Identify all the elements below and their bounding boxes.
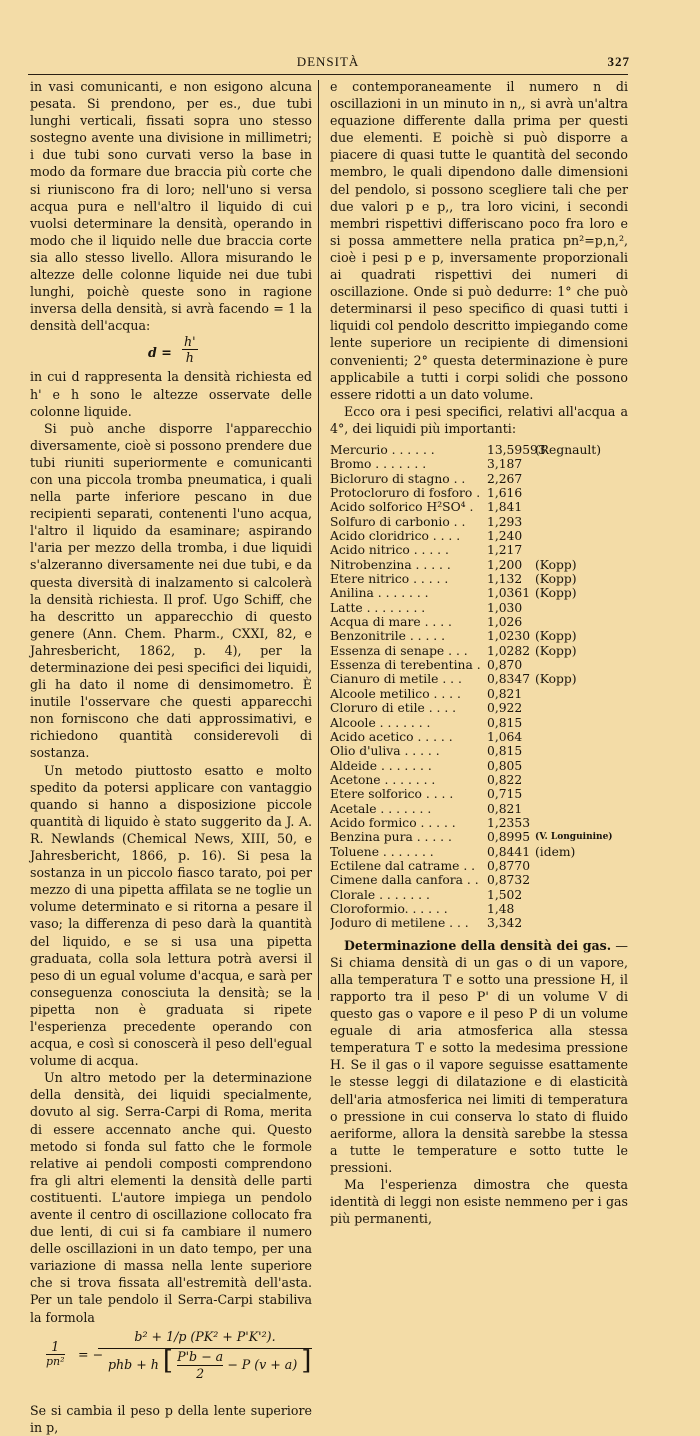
source-note xyxy=(535,472,625,486)
table-row xyxy=(330,629,626,643)
table-row xyxy=(330,845,626,859)
column-divider xyxy=(318,80,319,1000)
formula-den-part: − P (v + a) xyxy=(227,1356,298,1372)
liquid-name: Alcoole . . . . . . . xyxy=(330,715,431,730)
liquid-name: Joduro di metilene . . . xyxy=(330,916,469,931)
liquid-name: Alcoole metilico . . . . xyxy=(330,686,461,701)
source-note: (Kopp) xyxy=(535,629,577,644)
formula-den-part: phb + h xyxy=(108,1356,159,1372)
formula-denominator: h xyxy=(185,350,194,366)
liquid-name: Cloroformio. . . . . . xyxy=(330,901,448,916)
specific-gravity-value: 0,815 xyxy=(487,744,523,759)
source-note xyxy=(535,543,625,557)
table-row xyxy=(330,572,626,586)
source-note xyxy=(535,787,625,801)
source-note: (Kopp) xyxy=(535,643,577,658)
table-row xyxy=(330,701,626,715)
source-note: (Kopp) xyxy=(535,672,577,687)
specific-gravity-value: 0,805 xyxy=(487,758,523,773)
source-note xyxy=(535,859,625,873)
formula-main-fraction xyxy=(98,1326,312,1389)
table-row xyxy=(330,615,626,629)
specific-gravity-value: 1,841 xyxy=(487,500,523,515)
table-row xyxy=(330,902,626,916)
section-heading: Determinazione della densità dei gas. xyxy=(344,937,612,953)
liquid-name: Toluene . . . . . . . xyxy=(330,844,434,859)
liquid-name: Mercurio . . . . . . xyxy=(330,442,435,457)
table-row xyxy=(330,744,626,758)
formula-denominator: phb + h [ $\frac{P'b - a}{2}$ − P (v + a) ] xyxy=(108,1345,312,1381)
specific-gravity-value: 0,8441 xyxy=(487,844,531,859)
liquid-name: Acido formico . . . . . xyxy=(330,815,456,830)
source-note xyxy=(535,615,625,629)
specific-gravity-value: 0,8732 xyxy=(487,873,531,888)
liquid-name: Acido cloridrico . . . . xyxy=(330,529,461,544)
liquid-name: Etere nitrico . . . . . xyxy=(330,572,449,587)
specific-gravity-value: 0,8347 xyxy=(487,672,531,687)
specific-gravity-value: 0,870 xyxy=(487,658,523,673)
liquid-name: Cianuro di metile . . . xyxy=(330,672,462,687)
specific-gravity-value: 1,0282 xyxy=(487,643,531,658)
table-row xyxy=(330,443,626,457)
table-row xyxy=(330,859,626,873)
formula-numerator: h' xyxy=(184,334,196,350)
source-note: (Regnault) xyxy=(535,442,602,457)
liquid-name: Bromo . . . . . . . xyxy=(330,457,427,472)
source-note xyxy=(535,902,625,916)
specific-gravity-value: 2,267 xyxy=(487,471,523,486)
specific-gravity-value: 1,2353 xyxy=(487,815,531,830)
table-row xyxy=(330,787,626,801)
specific-gravity-value: 1,217 xyxy=(487,543,523,558)
table-row xyxy=(330,529,626,543)
specific-gravity-value: 0,821 xyxy=(487,686,523,701)
table-row xyxy=(330,601,626,615)
specific-gravity-value: 1,0361 xyxy=(487,586,531,601)
paragraph xyxy=(330,937,628,1176)
source-note xyxy=(535,730,625,744)
table-row xyxy=(330,543,626,557)
paragraph: e contemporaneamente il numero n di oscillazioni in un minuto in n,, si avrà un'altra equazione differente dalla prima per questi due elementi. E poichè si può disporre a piacere di quasi tutte le quantità del secondo membro, le quali dipendono dalle dimensioni del pendolo, si possono scegliere tali che per due valori p e p,, tra loro vicini, i secondi membri rispettivi differiscano poco fra loro e si possa ammettere nella pratica pn²=p,n,², cioè i pesi p e p, inversamente proporzionali ai quadrati rispettivi dei numeri di oscillazione. Onde si può dedurre: 1° che può determinarsi il peso specifico di quasi tutti i liquidi col pendolo descritto impiegando come lente superiore un recipiente di dimensioni convenienti; 2° questa determinazione è pure applicabile a tutti i corpi solidi che possono essere ridotti a un dato volume. xyxy=(330,79,628,402)
liquid-name: Latte . . . . . . . . xyxy=(330,600,426,615)
formula-numerator: b² + 1/p (PK² + P'K'²). xyxy=(98,1326,312,1349)
source-note xyxy=(535,500,625,514)
specific-gravity-value: 13,59593 xyxy=(487,442,546,457)
source-note xyxy=(535,515,625,529)
source-note xyxy=(535,716,625,730)
paragraph: Ecco ora i pesi specifici, relativi all'acqua a 4°, dei liquidi più importanti: xyxy=(330,403,628,436)
paragraph: Se si cambia il peso p della lente superiore in p, xyxy=(30,1402,312,1435)
specific-gravity-value: 1,616 xyxy=(487,486,523,500)
formula-fraction xyxy=(182,334,198,365)
source-note xyxy=(535,816,625,830)
liquid-name: Benzonitrile . . . . . xyxy=(330,629,446,644)
table-row xyxy=(330,644,626,658)
table-row xyxy=(330,457,626,471)
table-row xyxy=(330,472,626,486)
table-row xyxy=(330,486,626,500)
source-note xyxy=(535,457,625,471)
paragraph: Si può anche disporre l'apparecchio diversamente, cioè si possono prendere due tubi riuniti superiormente e comunicanti con una piccola tromba pneumatica, i quali nella parte inferiore pescano in due recipienti separati, contenenti l'uno acqua, l'altro il liquido da esaminare; aspirando l'aria per mezzo della tromba, i due liquidi s'alzeranno diversamente nei due tubi, e da questa diversità di inalzamento si calcolerà la densità richiesta. Il prof. Ugo Schiff, che ha descritto un apparecchio di questo genere (Ann. Chem. Pharm., CXXI, 82, e Jahresbericht, 1862, p. 4), per la determinazione dei pesi specifici dei liquidi, gli ha dato il nome di densimometro. È inutile l'osservare che questi apparecchi non forniscono che dati approssimativi, e richiedono quantità considerevoli di sostanza. xyxy=(30,420,312,761)
formula-density xyxy=(30,334,312,368)
source-note xyxy=(535,529,625,543)
formula-lhs-fraction xyxy=(46,1340,65,1369)
source-note xyxy=(535,888,625,902)
specific-gravity-table xyxy=(330,443,626,931)
table-row xyxy=(330,716,626,730)
liquid-name: Benzina pura . . . . . xyxy=(330,830,452,845)
formula-inner-numerator: P'b − a xyxy=(177,1348,224,1364)
source-note: (Kopp) xyxy=(535,557,577,572)
specific-gravity-value: 0,8995 xyxy=(487,830,531,845)
liquid-name: Acqua di mare . . . . xyxy=(330,615,452,630)
formula-pendulum xyxy=(30,1326,312,1402)
source-note xyxy=(535,873,625,887)
specific-gravity-value: 1,502 xyxy=(487,887,523,902)
page-number: 327 xyxy=(607,54,630,69)
paragraph: in vasi comunicanti, e non esigono alcuna pesata. Si prendono, per es., due tubi lunghi verticali, fissati sopra uno stesso sostegno avente una divisione in millimetri; i due tubi sono curvati verso la base in modo da formare due braccia più corte che si riuniscono fra di loro; nell'uno si versa acqua pura e nell'altro il liquido di cui vuolsi determinare la densità, operando in modo che il liquido nelle due braccia corte sia allo stesso livello. Allora misurando le altezze delle colonne liquide nei due tubi lunghi, poichè queste sono in ragione inversa della densità, si avrà facendo = 1 la densità dell'acqua: xyxy=(30,79,312,334)
specific-gravity-value: 1,200 xyxy=(487,557,523,572)
specific-gravity-value: 1,132 xyxy=(487,572,523,587)
specific-gravity-value: 3,187 xyxy=(487,457,523,472)
table-row xyxy=(330,802,626,816)
formula-inner-denominator: 2 xyxy=(196,1365,205,1381)
table-row xyxy=(330,586,626,600)
source-note xyxy=(535,701,625,715)
source-note xyxy=(535,601,625,615)
specific-gravity-value: 1,026 xyxy=(487,615,523,630)
source-note xyxy=(535,486,625,500)
source-note xyxy=(535,658,625,672)
table-row xyxy=(330,500,626,514)
table-row xyxy=(330,888,626,902)
liquid-name: Acido nitrico . . . . . xyxy=(330,543,449,558)
table-row xyxy=(330,515,626,529)
liquid-name: Essenza di terebentina . xyxy=(330,658,481,673)
specific-gravity-value: 1,064 xyxy=(487,729,523,744)
liquid-name: Olio d'uliva . . . . . xyxy=(330,744,440,759)
table-row xyxy=(330,916,626,930)
table-row xyxy=(330,830,626,844)
source-note xyxy=(535,687,625,701)
table-row xyxy=(330,730,626,744)
source-note xyxy=(535,802,625,816)
table-row xyxy=(330,672,626,686)
table-row xyxy=(330,873,626,887)
liquid-name: Clorale . . . . . . . xyxy=(330,887,430,902)
running-header xyxy=(28,50,628,74)
paragraph: Un altro metodo per la determinazione della densità, dei liquidi specialmente, dovuto al sig. Serra-Carpi di Roma, merita di essere accennato anche qui. Questo metodo si fonda sul fatto che le formole relative ai pendoli composti comprendono fra gli altri elementi la densità delle parti costituenti. L'autore impiega un pendolo avente il centro di oscillazione collocato fra due lenti, di cui si fa cambiare il numero delle oscillazioni in un dato tempo, per una variazione di massa nella lente superiore che si trova fissata all'estremità dell'asta. Per un tale pendolo il Serra-Carpi stabiliva la formola xyxy=(30,1070,312,1325)
specific-gravity-value: 1,0230 xyxy=(487,629,531,644)
source-note xyxy=(535,744,625,758)
source-note: (idem) xyxy=(535,844,576,859)
liquid-name: Acido solforico H²SO⁴ . xyxy=(330,500,474,515)
table-row xyxy=(330,687,626,701)
specific-gravity-value: 0,715 xyxy=(487,787,523,802)
paragraph: in cui d rappresenta la densità richiesta ed h' e h sono le altezze osservate delle colonne liquide. xyxy=(30,369,312,419)
paragraph: Ma l'esperienza dimostra che questa identità di leggi non esiste nemmeno per i gas più permanenti, xyxy=(330,1176,628,1227)
header-rule xyxy=(28,74,628,75)
source-note xyxy=(535,916,625,930)
specific-gravity-value: 0,815 xyxy=(487,715,523,730)
liquid-name: Cloruro di etile . . . . xyxy=(330,701,457,716)
liquid-name: Etere solforico . . . . xyxy=(330,787,454,802)
liquid-name: Acido acetico . . . . . xyxy=(330,729,453,744)
liquid-name: Cimene dalla canfora . . xyxy=(330,873,479,888)
liquid-name: Solfuro di carbonio . . xyxy=(330,514,466,529)
left-column xyxy=(30,78,312,1436)
paragraph: Un metodo piuttosto esatto e molto spedito da potersi applicare con vantaggio quando si hanno a disposizione piccole quantità di liquido è stato suggerito da J. A. R. Newlands (Chemical News, XIII, 50, e Jahresbericht, 1866, p. 16). Si pesa la sostanza in un piccolo fiasco tarato, poi per mezzo di una pipetta affilata se ne toglie un volume determinato e si ritorna a pesare il vaso; la differenza di peso darà la quantità del liquido, e se si usa una pipetta graduata, colla sola lettura potrà aversi il peso di un egual volume d'acqua, e sarà per conseguenza conosciuta la densità; se la pipetta non è graduata si ripete l'esperienza precedente operando con acqua, e così si conoscerà il peso dell'egual volume di acqua. xyxy=(30,762,312,1069)
formula-lhs: d = xyxy=(148,345,172,361)
liquid-name: Nitrobenzina . . . . . xyxy=(330,557,451,572)
formula-numerator: 1 xyxy=(46,1340,65,1355)
table-row xyxy=(330,773,626,787)
page-title: DENSITÀ xyxy=(296,54,360,69)
specific-gravity-value: 1,030 xyxy=(487,600,523,615)
source-note xyxy=(535,773,625,787)
table-row xyxy=(330,759,626,773)
liquid-name: Protocloruro di fosforo . xyxy=(330,486,481,500)
liquid-name: Acetale . . . . . . . xyxy=(330,801,432,816)
specific-gravity-value: 1,240 xyxy=(487,529,523,544)
liquid-name: Bicloruro di stagno . . xyxy=(330,471,466,486)
specific-gravity-value: 0,922 xyxy=(487,701,523,716)
specific-gravity-value: 1,293 xyxy=(487,514,523,529)
specific-gravity-value: 0,821 xyxy=(487,801,523,816)
right-column xyxy=(330,78,628,1227)
specific-gravity-value: 1,48 xyxy=(487,901,515,916)
table-row xyxy=(330,658,626,672)
specific-gravity-value: 3,342 xyxy=(487,916,523,931)
table-row xyxy=(330,558,626,572)
specific-gravity-value: 0,822 xyxy=(487,772,523,787)
source-note: (Kopp) xyxy=(535,572,577,587)
liquid-name: Acetone . . . . . . . xyxy=(330,772,436,787)
liquid-name: Aldeide . . . . . . . xyxy=(330,758,432,773)
paragraph-text: — Si chiama densità di un gas o di un vapore, alla temperatura T e sotto una pressione H, il rapporto tra il peso P' di un volume V di questo gas o vapore e il peso P di un volume eguale di aria atmosferica alla stessa temperatura T e sotto la medesima pressione H. Se il gas o il vapore seguisse esattamente le stesse leggi di dilatazione e di elasticità dell'aria atmosferica nei limiti di temperatura o pressione in cui conserva lo stato di fluido aeriforme, allora la densità sarebbe la stessa a tutte le temperature e sotto tutte le pressioni. xyxy=(330,937,628,1175)
source-note xyxy=(535,759,625,773)
table-row xyxy=(330,816,626,830)
specific-gravity-value: 0,8770 xyxy=(487,858,531,873)
liquid-name: Anilina . . . . . . . xyxy=(330,586,429,601)
source-note: (V. Longuinine) xyxy=(535,832,613,843)
liquid-name: Essenza di senape . . . xyxy=(330,643,468,658)
formula-equals: = − xyxy=(78,1346,104,1362)
liquid-name: Ectilene dal catrame . . xyxy=(330,858,476,873)
source-note: (Kopp) xyxy=(535,586,577,601)
formula-denominator: pn² xyxy=(46,1354,65,1368)
